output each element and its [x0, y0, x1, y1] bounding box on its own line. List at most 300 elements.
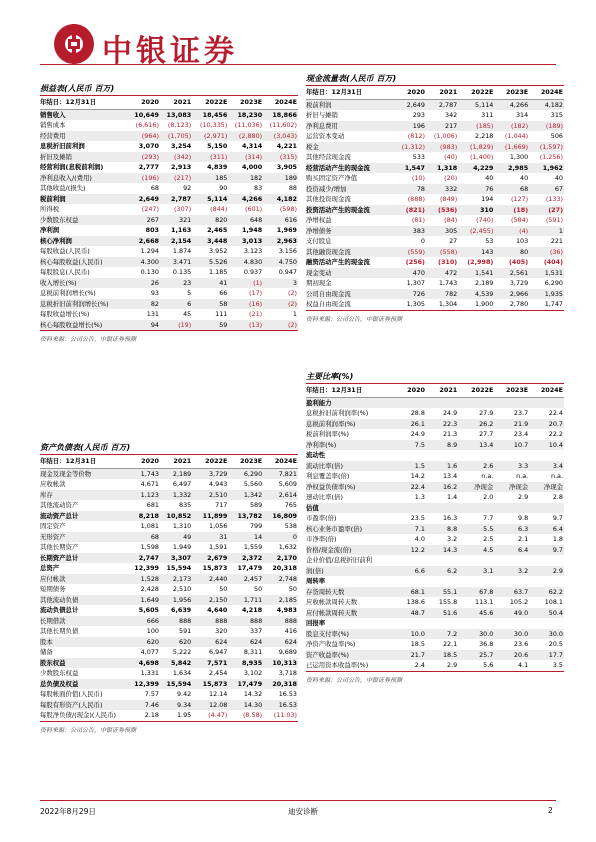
table-cell: 41 — [192, 278, 228, 289]
table-row — [40, 162, 298, 173]
table-cell: 3,729 — [192, 468, 228, 479]
table-cell — [426, 576, 458, 587]
table-cell: 净现金 — [494, 482, 529, 493]
table-cell: 6.2 — [426, 566, 458, 577]
table-cell: 12.08 — [192, 700, 228, 711]
row-label: 支付股息 — [306, 237, 332, 245]
table-cell: 3,070 — [138, 142, 159, 150]
row-label: 股本 — [40, 637, 128, 648]
row-label: 净利率(%) — [306, 440, 394, 451]
table-cell: (405) — [508, 258, 529, 266]
table-cell: 93 — [150, 289, 159, 297]
table-cell: 5.6 — [458, 660, 494, 671]
balance-sheet-panel — [40, 441, 298, 734]
table-row — [306, 555, 564, 566]
row-label: 税金 — [306, 142, 394, 153]
table-cell: (591) — [545, 216, 563, 224]
table-cell: 1,649 — [128, 595, 160, 606]
row-label: 投资活动产生的现金流 — [306, 205, 394, 216]
table-cell: 62.2 — [529, 587, 564, 598]
table-cell: (598) — [279, 205, 297, 213]
table-cell: 1.185 — [209, 268, 228, 276]
table-cell: 3.2 — [447, 535, 458, 543]
table-cell: 18,866 — [263, 109, 298, 120]
table-cell: 15,873 — [192, 679, 228, 690]
table-row — [40, 658, 298, 669]
row-label: 盈利能力 — [306, 397, 394, 408]
table-cell: 3,905 — [276, 163, 297, 171]
row-label: 核心每股收益增长(%) — [40, 320, 128, 331]
income-source-note: 资料来源：公司公告，中银证券预测 — [40, 336, 137, 343]
table-cell: 2,748 — [263, 574, 298, 585]
table-cell: 50 — [219, 585, 228, 593]
footer-divider — [40, 800, 556, 801]
table-cell: (19) — [160, 320, 192, 331]
table-cell — [529, 503, 564, 514]
column-header-year: 2021 — [426, 384, 458, 397]
table-cell: 14.2 — [410, 472, 425, 480]
table-row — [306, 608, 564, 619]
table-cell: 2.9 — [426, 660, 458, 671]
table-cell: 717 — [215, 501, 228, 509]
row-label: 每股股息(人民币) — [40, 268, 90, 276]
table-cell: 2.9 — [517, 493, 529, 501]
table-cell: (11,602) — [269, 121, 297, 129]
table-cell: 8.9 — [426, 440, 458, 451]
table-row — [40, 668, 298, 679]
table-cell: 22.4 — [394, 482, 426, 493]
table-cell: (196) — [128, 173, 160, 184]
table-cell: 131 — [146, 310, 159, 318]
row-label: 其他经营现金流 — [306, 153, 351, 161]
table-cell: 5 — [187, 289, 192, 297]
table-cell: 616 — [263, 215, 298, 226]
table-header-row — [40, 455, 298, 468]
table-cell: 1,743 — [438, 279, 458, 287]
table-cell: (18) — [494, 205, 529, 216]
footer-date: 2022年8月29日 — [40, 807, 96, 816]
table-cell: 820 — [192, 215, 228, 226]
table-cell: 2,679 — [192, 553, 228, 564]
column-header-label: 年结日：12月31日 — [40, 455, 128, 468]
table-cell: (888) — [407, 195, 425, 203]
table-cell — [494, 618, 529, 629]
table-row — [40, 479, 298, 490]
table-row — [306, 215, 564, 226]
table-cell: 3.2 — [494, 566, 529, 577]
table-cell: 78 — [394, 184, 426, 195]
table-cell: 2,966 — [494, 289, 529, 300]
table-cell: (558) — [426, 247, 458, 258]
table-cell: 3,448 — [192, 236, 228, 247]
table-cell: 4.830 — [228, 257, 263, 268]
table-cell: 2,173 — [160, 574, 192, 585]
table-cell: (983) — [426, 142, 458, 153]
column-header-year: 2020 — [394, 86, 426, 99]
table-cell: (1,006) — [433, 132, 458, 140]
table-cell: 470 — [394, 268, 426, 279]
table-cell: 5,609 — [278, 480, 297, 488]
table-cell: 4,640 — [207, 606, 228, 614]
table-row — [40, 309, 298, 320]
row-label: 流动负债总计 — [40, 606, 79, 614]
table-cell: 90 — [219, 184, 228, 192]
table-cell: 23.6 — [513, 640, 529, 648]
table-cell: 4,218 — [241, 606, 263, 614]
table-cell: 315 — [550, 111, 563, 119]
row-label: 应收帐款周转天数 — [306, 598, 358, 606]
table-cell: 2.5 — [483, 535, 494, 543]
table-cell: 26.2 — [458, 419, 494, 430]
table-cell — [394, 555, 426, 566]
cash-flow-table — [306, 86, 564, 311]
balance-source-note: 资料来源：公司公告，中银证券预测 — [40, 726, 137, 734]
row-label: 投资减少/增加 — [306, 184, 394, 195]
income-statement-table — [40, 96, 298, 331]
row-label: 经营利润(息税前利润) — [40, 163, 104, 171]
table-cell: (1,669) — [494, 142, 529, 153]
table-cell: 6,639 — [171, 606, 192, 614]
table-cell: 113.1 — [475, 598, 494, 606]
table-cell: 681 — [146, 501, 159, 509]
row-label: 其他流动资产 — [40, 501, 79, 509]
table-cell: 13,083 — [160, 109, 192, 120]
table-cell: 2,649 — [128, 194, 160, 205]
table-cell: 58 — [192, 299, 228, 310]
table-cell: (2,880) — [228, 131, 263, 142]
table-cell: 23.4 — [513, 430, 529, 438]
table-cell: 1,528 — [128, 574, 160, 585]
table-row — [40, 542, 298, 553]
table-cell: 1.3 — [414, 493, 425, 501]
cash-flow-title: 现金流量表(人民币 百万) — [306, 72, 564, 86]
table-cell: 2,561 — [494, 268, 529, 279]
table-cell: 13,782 — [228, 511, 263, 522]
table-cell: 6,290 — [544, 279, 563, 287]
table-cell: 1,747 — [529, 299, 564, 310]
table-cell: (36) — [529, 247, 564, 258]
table-cell: 2,777 — [138, 163, 159, 171]
table-cell: 1,331 — [140, 669, 159, 677]
table-cell: 7.5 — [394, 440, 426, 451]
table-cell — [529, 397, 564, 408]
table-cell: 5,605 — [138, 606, 159, 614]
table-cell: (2) — [263, 299, 298, 310]
table-cell: (821) — [394, 205, 426, 216]
row-label: 税前利润率(%) — [306, 430, 350, 438]
table-cell: (4.47) — [192, 710, 228, 721]
row-label: 现金变动 — [306, 268, 394, 279]
table-cell: 2,189 — [160, 468, 192, 479]
table-cell: 净现金 — [529, 482, 564, 493]
table-cell: 803 — [145, 226, 159, 234]
table-cell: 9.42 — [176, 690, 192, 698]
income-statement-panel — [40, 82, 298, 343]
table-cell: 14.32 — [243, 690, 263, 698]
table-cell — [529, 555, 564, 566]
column-header-year: 2023E — [228, 455, 263, 468]
table-cell: 311 — [481, 111, 494, 119]
table-cell — [529, 618, 564, 629]
row-label: 长期借款 — [40, 616, 128, 627]
table-cell: 4,266 — [228, 194, 263, 205]
table-cell: 2,913 — [171, 163, 192, 171]
table-row — [40, 204, 298, 215]
table-cell: 16.2 — [426, 482, 458, 493]
table-cell: 49 — [160, 532, 192, 543]
table-cell: 138.6 — [406, 598, 425, 606]
table-header-row — [306, 86, 564, 99]
table-cell — [458, 503, 494, 514]
table-cell: 888 — [160, 616, 192, 627]
table-cell: (1,400) — [470, 153, 494, 161]
table-cell: 189 — [263, 173, 298, 184]
table-cell: 7.46 — [128, 700, 160, 711]
table-cell: 0.135 — [172, 268, 192, 276]
table-row — [40, 584, 298, 595]
table-cell: 1,559 — [243, 543, 263, 551]
row-label: 净利润 — [40, 226, 60, 234]
table-cell: 5,222 — [172, 648, 192, 656]
table-cell: 26 — [128, 278, 160, 289]
table-cell: (293) — [128, 152, 160, 163]
table-row — [306, 545, 564, 556]
table-cell: 18.5 — [410, 640, 425, 648]
table-row — [40, 194, 298, 205]
table-cell: 1,300 — [509, 153, 529, 161]
row-label: 核心每股收益(人民币) — [40, 257, 128, 268]
table-cell: 538 — [284, 522, 297, 530]
table-cell: (1,256) — [539, 153, 563, 161]
table-cell: 2,963 — [263, 236, 298, 247]
table-cell: 2,465 — [207, 226, 228, 234]
table-row — [306, 492, 564, 503]
table-row — [306, 257, 564, 268]
row-label: 融资活动产生的现金流 — [306, 258, 370, 266]
table-cell: 50 — [254, 585, 263, 593]
table-cell: 888 — [263, 616, 298, 627]
table-row — [40, 605, 298, 616]
table-cell: 17,479 — [237, 564, 263, 572]
table-cell: 7.1 — [394, 524, 426, 535]
table-cell: 1,081 — [140, 522, 159, 530]
table-row — [306, 247, 564, 258]
table-cell: 5,150 — [207, 142, 228, 150]
table-cell: 2.1 — [517, 535, 529, 543]
table-cell: 1,969 — [276, 226, 297, 234]
column-header-year: 2024E — [529, 86, 564, 99]
row-label: 资产收益率(%) — [306, 650, 394, 661]
table-cell: 15,594 — [160, 679, 192, 690]
table-cell: (2,998) — [467, 258, 494, 266]
table-cell: 1,531 — [529, 268, 564, 279]
row-label: 其他长期负债 — [40, 627, 79, 635]
table-cell: 8,935 — [228, 658, 263, 669]
table-cell: 9,689 — [278, 648, 297, 656]
table-row — [306, 650, 564, 661]
table-cell: 888 — [228, 616, 263, 627]
table-cell: 4.300 — [128, 257, 160, 268]
table-cell: 1,307 — [406, 279, 425, 287]
table-cell: 1 — [529, 226, 564, 237]
table-cell: 1,948 — [241, 226, 263, 234]
table-cell: 5,114 — [192, 194, 228, 205]
table-row — [306, 660, 564, 671]
table-cell: 10.4 — [529, 440, 564, 451]
row-label: 核心业务市盈率(倍) — [306, 524, 394, 535]
table-cell: 2,780 — [494, 299, 529, 310]
row-label: 每股收益增长(%) — [40, 310, 90, 318]
table-cell: 4,983 — [276, 606, 297, 614]
table-cell: (20) — [444, 174, 458, 182]
table-cell: 3.4 — [529, 461, 564, 472]
table-cell: 36.8 — [479, 640, 494, 648]
row-label: 总负债及权益 — [40, 679, 128, 690]
table-cell: 217 — [426, 121, 458, 132]
table-cell: n.a. — [516, 472, 529, 480]
bank-logo-icon — [54, 24, 94, 64]
table-cell: (81) — [411, 216, 425, 224]
table-cell: 7,821 — [263, 468, 298, 479]
table-row — [40, 710, 298, 721]
table-cell: 4,839 — [207, 163, 228, 171]
table-cell: 1,711 — [228, 595, 263, 606]
table-row — [40, 595, 298, 606]
row-label: 净利息收入/(费用) — [40, 173, 128, 184]
table-row — [40, 173, 298, 184]
table-row — [306, 236, 564, 247]
row-label: 税前利润 — [306, 99, 394, 110]
table-cell: (1) — [228, 278, 263, 289]
table-header-row — [40, 96, 298, 109]
row-label: 存货周转天数 — [306, 587, 394, 598]
column-header-year: 2023E — [228, 96, 263, 109]
table-header-row — [306, 384, 564, 397]
table-cell: 13.4 — [442, 472, 458, 480]
table-cell: 3.1 — [458, 566, 494, 577]
row-label: 净利息费用 — [306, 121, 394, 132]
row-label: 价格/现金流(倍) — [306, 545, 394, 556]
table-cell: 342 — [445, 111, 458, 119]
row-label: 利息覆盖率(倍) — [306, 472, 350, 480]
table-row — [306, 131, 564, 142]
table-cell: 16.53 — [263, 700, 298, 711]
row-label: 估值 — [306, 503, 394, 514]
table-row — [306, 397, 564, 408]
table-cell: 416 — [284, 627, 297, 635]
row-label: 企业价值/息税折旧前利 — [306, 556, 373, 564]
table-cell: 92 — [183, 184, 192, 192]
table-cell: (1,597) — [529, 142, 564, 153]
table-cell: 726 — [394, 289, 426, 300]
table-row — [40, 490, 298, 501]
row-label: 净资产收益率(%) — [306, 640, 356, 648]
table-cell: 888 — [192, 616, 228, 627]
row-label: 公司自由现金流 — [306, 289, 394, 300]
table-cell: (1,312) — [394, 142, 426, 153]
table-row — [40, 109, 298, 120]
table-cell: (740) — [476, 216, 494, 224]
table-cell: 4,182 — [263, 194, 298, 205]
row-label: 现金及现金等价物 — [40, 468, 128, 479]
table-cell: 9.7 — [552, 514, 563, 522]
table-cell: 10.0 — [394, 629, 426, 640]
table-cell: 76 — [458, 184, 494, 195]
row-label: 折旧与摊销 — [306, 111, 338, 119]
table-cell: 26.1 — [394, 419, 426, 430]
table-cell: 1.6 — [426, 461, 458, 472]
table-row — [40, 183, 298, 194]
table-row — [306, 184, 564, 195]
table-cell: (217) — [160, 173, 192, 184]
table-cell: 40 — [485, 174, 494, 182]
table-cell: 22.4 — [548, 409, 563, 417]
table-cell: 3.5 — [529, 660, 564, 671]
row-label: 库存 — [40, 490, 128, 501]
table-row — [40, 679, 298, 690]
table-cell: 4.1 — [494, 660, 529, 671]
row-label: 应付帐款 — [40, 574, 128, 585]
table-cell: 4,266 — [494, 99, 529, 110]
table-cell: (2) — [263, 320, 298, 331]
table-cell — [494, 450, 529, 461]
key-ratios-title: 主要比率(%) — [306, 370, 564, 384]
table-cell: 18,230 — [228, 109, 263, 120]
table-cell: 30.0 — [458, 629, 494, 640]
table-cell: 4.0 — [414, 535, 425, 543]
table-cell: 1,962 — [529, 163, 564, 174]
table-row — [40, 257, 298, 268]
table-cell: 143 — [458, 247, 494, 258]
table-cell: 30.0 — [529, 629, 564, 640]
table-cell: 51.6 — [426, 608, 458, 619]
table-cell: 0 — [420, 237, 425, 245]
table-cell: 2.6 — [458, 461, 494, 472]
table-row — [40, 500, 298, 511]
table-cell: 2,440 — [192, 574, 228, 585]
table-cell: 17.7 — [529, 650, 564, 661]
table-cell: 88 — [288, 184, 297, 192]
table-cell: 5.526 — [192, 257, 228, 268]
table-cell: 648 — [228, 215, 263, 226]
table-cell: 16.53 — [278, 690, 297, 698]
table-cell: (189) — [529, 121, 564, 132]
table-cell: 4,221 — [276, 142, 297, 150]
table-cell: (182) — [494, 121, 529, 132]
table-cell: 1,935 — [529, 289, 564, 300]
row-label: 税前利润 — [40, 194, 128, 205]
table-cell: (17) — [249, 289, 263, 297]
table-row — [306, 194, 564, 205]
table-cell: 3,729 — [509, 279, 529, 287]
table-cell: 4.750 — [263, 257, 298, 268]
table-row — [306, 461, 564, 472]
column-header-year: 2024E — [263, 96, 298, 109]
table-cell: 620 — [128, 637, 160, 648]
table-cell: 1.5 — [394, 461, 426, 472]
table-cell: 1,632 — [278, 543, 297, 551]
table-cell: 155.8 — [438, 598, 458, 606]
table-cell: 1,547 — [394, 163, 426, 174]
table-cell: 1,318 — [426, 163, 458, 174]
table-cell: 799 — [249, 522, 263, 530]
row-label: 总资产 — [40, 564, 60, 572]
table-cell: 624 — [228, 637, 263, 648]
table-cell: (6,616) — [135, 121, 159, 129]
table-cell: 337 — [249, 627, 263, 635]
row-label: 长期资产总计 — [40, 553, 128, 564]
table-cell: 9.8 — [517, 514, 529, 522]
